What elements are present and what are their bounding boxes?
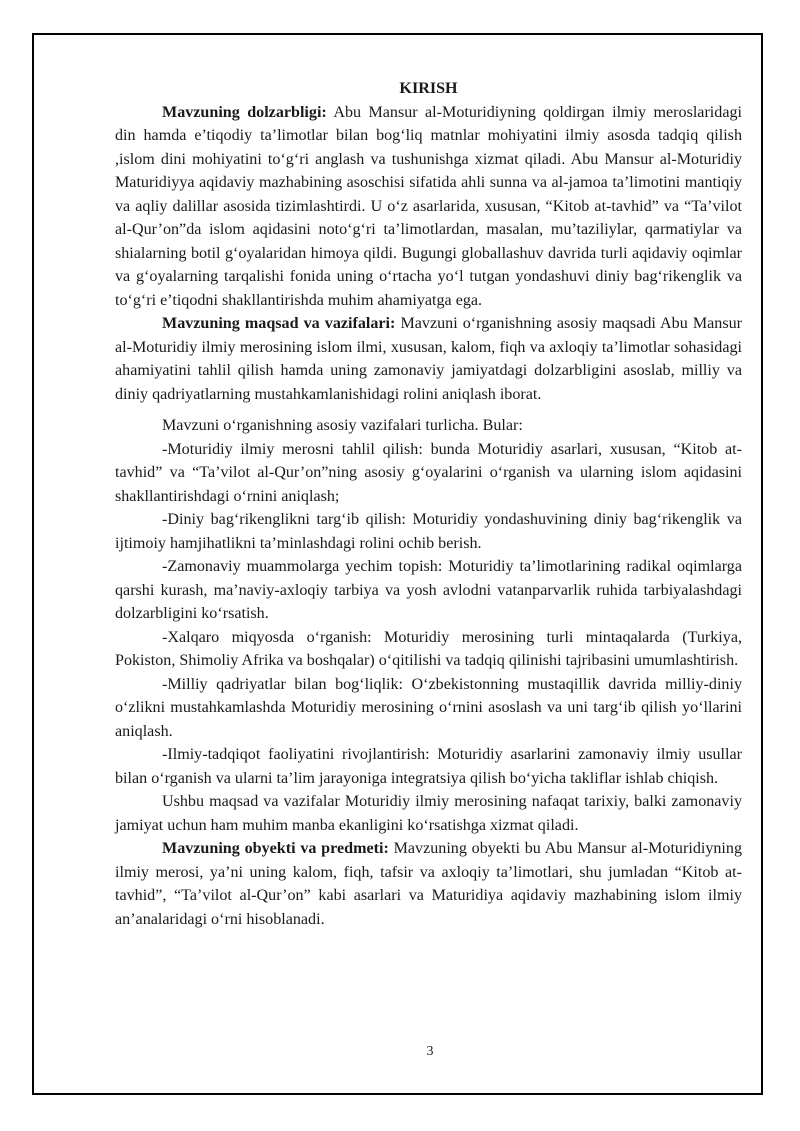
paragraph-heading: Mavzuning obyekti va predmeti: [162,840,389,857]
paragraph-relevance [115,101,742,313]
list-item: -Moturidiy ilmiy merosni tahlil qilish: bunda Moturidiy asarlari, xususan, “Kitob at-tavhid” va “Ta’vilot al-Qur’on”ning asosiy g‘oyalarini o‘rganish va ularning islom aqidasini shakllantirishdagi o‘rnini aniqlash; [115,440,742,505]
list-item: -Milliy qadriyatlar bilan bog‘liqlik: O‘zbekistonning mustaqillik davrida milliy-diniy o‘zlikni mustahkamlashda Moturidiy merosining o‘rnini asoslash va uni targ‘ib qilish yo‘llarini aniqlash. [115,675,742,740]
paragraph-summary: Ushbu maqsad va vazifalar Moturidiy ilmiy merosining nafaqat tarixiy, balki zamonaviy jamiyat uchun ham muhim manba ekanligini ko‘rsatishga xizmat qiladi. [115,793,742,834]
paragraph-text: Mavzuni o‘rganishning asosiy maqsadi Abu Mansur al-Moturidiy ilmiy merosining islom ilmi, xususan, kalom, fiqh va axloqiy ta’limotlar sohasidagi ahamiyatini tahlil qilish hamda uning zamonaviy jamiyatdagi dolzarbligini asoslab, milliy va diniy qadriyatlarning mustahkamlanishidagi rolini aniqlash iborat. [115,315,743,403]
section-title: KIRISH [399,80,458,97]
list-item: -Diniy bag‘rikenglikni targ‘ib qilish: Moturidiy yondashuvining diniy bag‘rikenglik va ijtimoiy hamjihatlikni ta’minlashdagi rolini ochib berish. [115,511,742,552]
page-number: 3 [426,1044,434,1059]
paragraph-heading: Mavzuning maqsad va vazifalari: [162,315,396,332]
paragraph-text: Mavzuning obyekti bu Abu Mansur al-Moturidiyning ilmiy merosi, ya’ni uning kalom, fiqh, tafsir va axloqiy ta’limotlari, shu jumladan “Kitob at-tavhid”, “Ta’vilot al-Qur’on” kabi asarlari va Maturidiya aqidaviy mazhabining islom ilmiy an’analaridagi o‘rni hisoblanadi. [115,840,742,928]
list-item: -Ilmiy-tadqiqot faoliyatini rivojlantirish: Moturidiy asarlarini zamonaviy ilmiy usullar bilan o‘rganish va ularni ta’lim jarayoniga integratsiya qilish bo‘yicha takliflar ishlab chiqish. [115,746,742,787]
list-item: -Zamonaviy muammolarga yechim topish: Moturidiy ta’limotlarining radikal oqimlarga qarshi kurash, ma’naviy-axloqiy tarbiya va yosh avlodni vatanparvarlik ruhida tarbiyalashdagi dolzarbligini ko‘rsatish. [115,558,742,622]
paragraph-heading: Mavzuning dolzarbligi: [162,103,327,121]
list-item: -Xalqaro miqyosda o‘rganish: Moturidiy merosining turli mintaqalarda (Turkiya, Pokiston, Shimoliy Afrika va boshqalar) o‘qitilishi va tadqiq qilinishi tajribasini umumlashtirish. [115,628,742,669]
document-body [115,77,742,931]
paragraph-object [115,837,742,931]
paragraph-goals [115,312,742,406]
paragraph-tasks-intro: Mavzuni o‘rganishning asosiy vazifalari turlicha. Bular: [162,417,523,434]
paragraph-text: Abu Mansur al-Moturidiyning qoldirgan ilmiy meroslaridagi din hamda e’tiqodiy ta’limotlar bilan bog‘liq matnlar mohiyatini ilmiy asosda tadqiq qilish ,islom dini mohiyatini to‘g‘ri anglash va tushunishga xizmat qiladi. Abu Mansur al-Moturidiy Maturidiyya aqidaviy mazhabining asoschisi sifatida ahli sunna va al-jamoa ta’limotini mantiqiy va aqliy dalillar asosida tizimlashtirdi. U o‘z asarlarida, xususan, “Kitob at-tavhid” va “Ta’vilot al-Qur’on”da islom aqidasini noto‘g‘ri ta’limotlardan, masalan, mu’taziliylar, qarmatiylar va shialarning botil g‘oyalaridan himoya qildi. Bugungi globallashuv davrida turli aqidaviy oqimlar va g‘oyalarning tarqalishi fonida uning o‘rtacha yo‘l tutgan yondashuvi diniy bag‘rikenglik va to‘g‘ri e’tiqodni shakllantirishda muhim ahamiyatga ega. [115,103,742,309]
